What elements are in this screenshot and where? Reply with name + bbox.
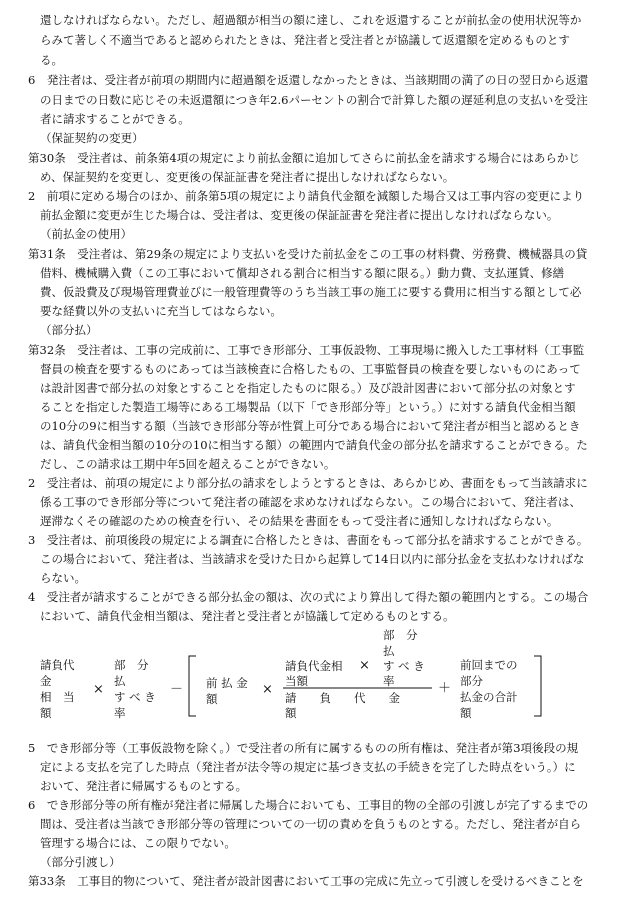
text-line: 6 でき形部分等の所有権が発注者に帰属した場合においても、工事目的物の全部の引渡しが完了するまでの	[28, 798, 589, 812]
formula-term-rate: 率	[114, 706, 126, 720]
formula-term-contract-amount: 金	[40, 674, 52, 688]
text-line: おいて、発注者に帰属するものとする。	[40, 779, 248, 793]
text-line: 還しなければならない。ただし、超過額が相当の額に達し、これを返還することが前払金の使用状況等か	[40, 13, 582, 27]
text-line: だし、この請求は工期中年5回を超えることができない。	[40, 457, 336, 471]
text-line: らみて著しく不適当であると認められたときは、発注者と受注者とが協議して返還額を定めるものとす	[40, 33, 570, 47]
formula-numerator: 当額	[285, 674, 308, 688]
formula-times: ×	[93, 682, 104, 697]
left-bracket	[189, 656, 196, 716]
text-line: 2 受注者は、前項の規定により部分払の請求をしようとするときは、あらかじめ、書面をもって当該請求に	[28, 476, 588, 490]
formula-rate-label: 部 分	[383, 628, 418, 642]
formula-term-rate: す べ き	[114, 690, 156, 704]
section-heading: （保証契約の変更）	[40, 131, 144, 145]
text-line: 管理する場合には、この限りでない。	[40, 836, 236, 850]
formula-term-previous-payments: 額	[460, 706, 472, 720]
text-line: の日までの日数に応じその未返還額につき年2.6パーセントの割合で計算した額の遅延利息の支払いを受注	[40, 93, 588, 107]
right-bracket	[534, 656, 541, 716]
text-line: において、請負代金相当額は、発注者と受注者とが協議して定めるものとする。	[40, 609, 455, 623]
formula-term-rate: 払	[114, 674, 126, 688]
formula-term-contract-amount: 額	[40, 706, 52, 720]
text-line: 定による支払を完了した時点（発注者が法令等の規定に基づき支払の手続きを完了した時点をいう。）に	[40, 760, 576, 774]
text-line: 督員の検査を要するものにあっては当該検査に合格したもの、工事監督員の検査を要しないものにあって	[40, 362, 581, 376]
section-heading: （部分引渡し）	[40, 855, 121, 869]
formula-times: ×	[359, 658, 370, 673]
article-line: 第33条 工事目的物について、発注者が設計図書において工事の完成に先立って引渡しを受けるべきことを	[28, 874, 584, 888]
text-line: 2 前項に定める場合のほか、前条第5項の規定により請負代金額を減額した場合又は工事内容の変更により	[28, 189, 585, 203]
text-line: 間は、受注者は当該でき形部分等の管理についての一切の責めを負うものとする。ただし、発注者が自ら	[40, 817, 582, 831]
text-line: は設計図書で部分払の対象とすることを指定したものに限る。）及び設計図書において部分払の対象とす	[40, 381, 576, 395]
formula-term-previous-payments: 部分	[460, 674, 483, 688]
formula-times: ×	[262, 682, 273, 697]
text-line: る。	[40, 53, 64, 67]
text-line: ることを指定した製造工場等にある工場製品（以下「でき形部分等」という。）に対する請負代金相当額	[40, 400, 576, 414]
article-line: 第31条 受注者は、第29条の規定により支払いを受けた前払金をこの工事の材料費、労務費、機械器具の貸	[28, 247, 588, 261]
formula-rate-label: 率	[383, 674, 395, 688]
text-line: 者に請求することができる。	[40, 112, 190, 126]
formula-rate-label: す べ き	[383, 659, 425, 673]
text-line: め、保証契約を変更し、変更後の保証証書を発注者に提出しなければならない。	[40, 170, 455, 184]
text-line: らない。	[40, 571, 87, 585]
text-line: 6 発注者は、受注者が前項の期間内に超過額を返還しなかったときは、当該期間の満了の日の翌日から返還	[28, 73, 589, 87]
text-line: 借料、機械購入費（この工事において償却される割合に相当する額に限る。）動力費、支払運賃、修繕	[40, 266, 565, 280]
formula-denominator: 額	[285, 706, 297, 720]
formula-denominator: 請 負 代 金	[285, 691, 400, 705]
article-line: 第32条 受注者は、工事の完成前に、工事でき形部分、工事仮設物、工事現場に搬入した工事材料（工事監	[28, 343, 585, 357]
text-line: 係る工事のでき形部分等について発注者の確認を求めなければならない。この場合において、発注者は、	[40, 495, 581, 509]
formula-term-advance-payment: 前 払 金	[206, 676, 248, 690]
text-line: は、請負代金相当額の10分の10に相当する額）の範囲内で請負代金の部分払を請求することができる。た	[40, 438, 588, 452]
article-line: 第30条 受注者は、前条第4項の規定により前払金額に追加してさらに前払金を請求する場合にはあらかじ	[28, 151, 580, 165]
text-line: 費、仮設費及び現場管理費並びに一般管理費等のうち当該工事の施工に要する費用に相当する額として必	[40, 285, 582, 299]
text-line: 前払金額に変更が生じた場合は、受注者は、変更後の保証証書を発注者に提出しなければならない。	[40, 208, 559, 222]
section-heading: （部分払）	[40, 323, 98, 337]
formula-plus: ＋	[438, 681, 452, 696]
text-line: 4 受注者が請求することができる部分払金の額は、次の式により算出して得た額の範囲内とする。この場合	[28, 590, 589, 604]
formula-term-contract-amount: 相 当	[40, 690, 75, 704]
text-line: この場合において、発注者は、当該請求を受けた日から起算して14日以内に部分払金を支払わなければな	[40, 552, 585, 566]
formula-term-rate: 部 分	[114, 658, 149, 672]
text-line: 要な経費以外の支払いに充当してはならない。	[40, 304, 282, 318]
text-line: 遅滞なくその確認のための検査を行い、その結果を書面をもって受注者に通知しなければならない。	[40, 514, 559, 528]
formula-term-contract-amount: 請負代	[40, 658, 75, 672]
formula-numerator: 請負代金相	[285, 659, 343, 673]
section-heading: （前払金の使用）	[40, 227, 133, 241]
formula-term-previous-payments: 払金の合計	[460, 690, 518, 704]
formula-term-previous-payments: 前回までの	[460, 658, 518, 672]
formula-rate-label: 払	[383, 644, 395, 658]
formula-term-advance-payment: 額	[206, 692, 218, 706]
text-line: 3 受注者は、前項後段の規定による調査に合格したときは、書面をもって部分払を請求することができる。	[28, 533, 589, 547]
formula-minus: －	[170, 682, 184, 697]
text-line: 5 でき形部分等（工事仮設物を除く。）で受注者の所有に属するものの所有権は、発注者が第3項後段の規	[28, 741, 579, 755]
text-line: の10分の9に相当する額（当該でき形部分等が性質上可分である場合において発注者が相当と認めるとき	[40, 419, 581, 433]
